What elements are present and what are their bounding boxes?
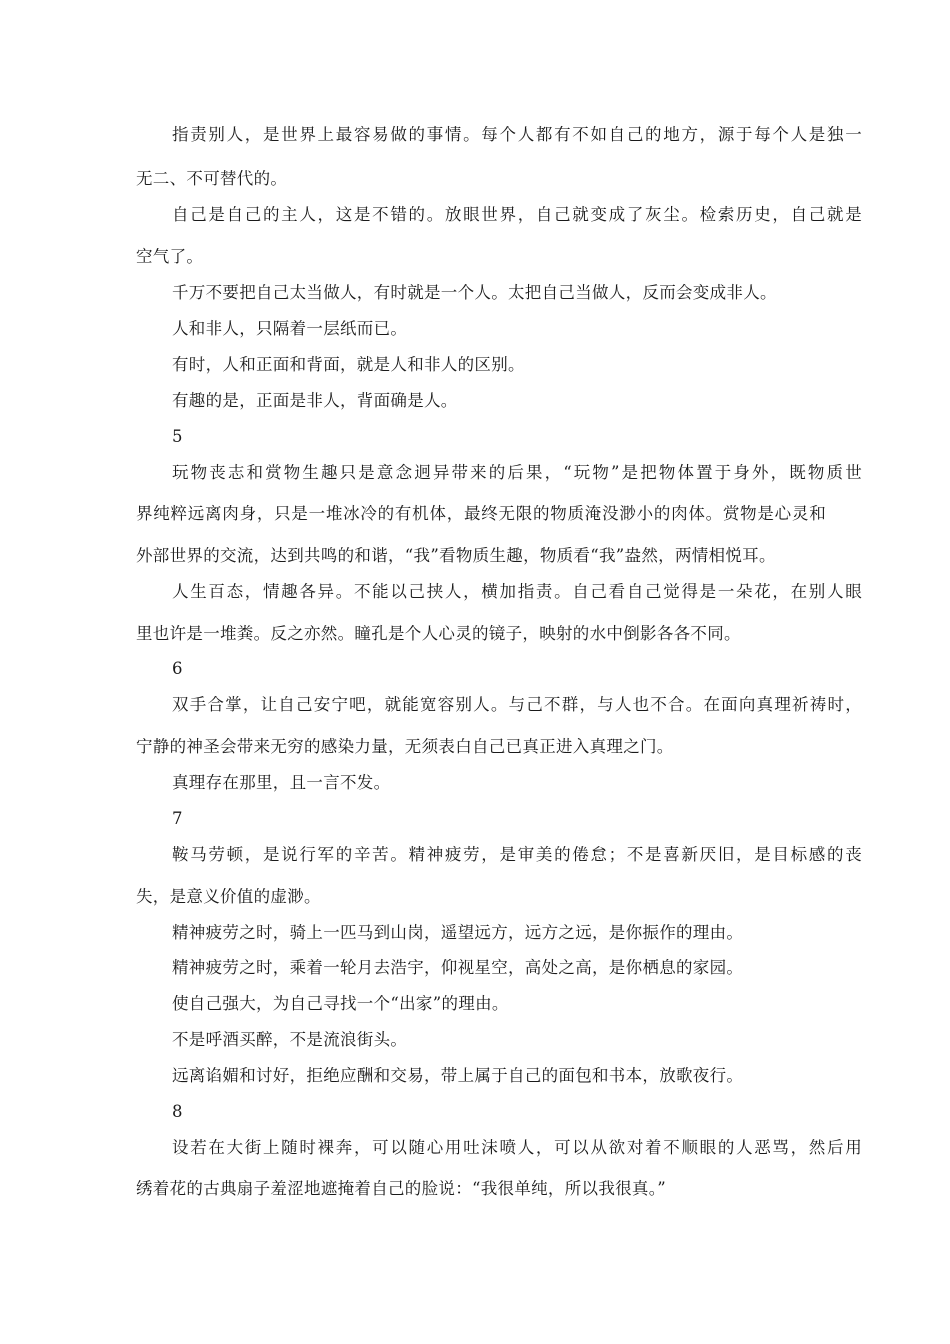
section-number: 5	[172, 427, 183, 446]
text-line: 里也许是一堆粪。反之亦然。瞳孔是个人心灵的镜子，映射的水中倒影各各不同。	[136, 624, 741, 643]
text-line: 绣着花的古典扇子羞涩地遮掩着自己的脸说：“我很单纯，所以我很真。”	[136, 1179, 667, 1198]
text-line: 真理存在那里，且一言不发。	[172, 773, 391, 792]
text-line: 失，是意义价值的虚渺。	[136, 887, 321, 906]
text-line: 千万不要把自己太当做人，有时就是一个人。太把自己当做人，反而会变成非人。	[172, 283, 777, 302]
text-line: 鞍马劳顿，是说行军的辛苦。精神疲劳，是审美的倦怠；不是喜新厌旧，是目标感的丧	[172, 845, 862, 864]
text-line: 自己是自己的主人，这是不错的。放眼世界，自己就变成了灰尘。检索历史，自己就是	[172, 205, 862, 224]
text-line: 人和非人，只隔着一层纸而已。	[172, 319, 408, 338]
text-line: 设若在大街上随时裸奔，可以随心用吐沫喷人，可以从欲对着不顺眼的人恶骂，然后用	[172, 1138, 862, 1157]
text-line: 精神疲劳之时，骑上一匹马到山岗，遥望远方，远方之远，是你振作的理由。	[172, 923, 744, 942]
text-line: 宁静的神圣会带来无穷的感染力量，无须表白自己已真正进入真理之门。	[136, 737, 674, 756]
section-number: 7	[172, 809, 183, 828]
text-line: 人生百态，情趣各异。不能以己挟人，横加指责。自己看自己觉得是一朵花，在别人眼	[172, 582, 862, 601]
text-line: 远离谄媚和讨好，拒绝应酬和交易，带上属于自己的面包和书本，放歌夜行。	[172, 1066, 744, 1085]
section-number: 8	[172, 1102, 183, 1121]
text-line: 有时，人和正面和背面，就是人和非人的区别。	[172, 355, 525, 374]
text-line: 玩物丧志和赏物生趣只是意念迥异带来的后果，“玩物”是把物体置于身外，既物质世	[172, 463, 862, 482]
text-line: 外部世界的交流，达到共鸣的和谐，“我”看物质生趣，物质看“我”盎然，两情相悦耳。	[136, 546, 776, 565]
text-line: 精神疲劳之时，乘着一轮月去浩宇，仰视星空，高处之高，是你栖息的家园。	[172, 958, 744, 977]
text-line: 有趣的是，正面是非人，背面确是人。	[172, 391, 458, 410]
section-number: 6	[172, 659, 183, 678]
text-line: 指责别人，是世界上最容易做的事情。每个人都有不如自己的地方，源于每个人是独一	[172, 125, 862, 144]
text-line: 使自己强大，为自己寻找一个“出家”的理由。	[172, 994, 509, 1013]
text-line: 界纯粹远离肉身，只是一堆冰冷的有机体，最终无限的物质淹没渺小的肉体。赏物是心灵和	[136, 504, 826, 523]
text-line: 无二、不可替代的。	[136, 169, 288, 188]
text-line: 不是呼酒买醉，不是流浪街头。	[172, 1030, 408, 1049]
text-line: 双手合掌，让自己安宁吧，就能宽容别人。与己不群，与人也不合。在面向真理祈祷时，	[172, 695, 862, 714]
text-line: 空气了。	[136, 247, 204, 266]
